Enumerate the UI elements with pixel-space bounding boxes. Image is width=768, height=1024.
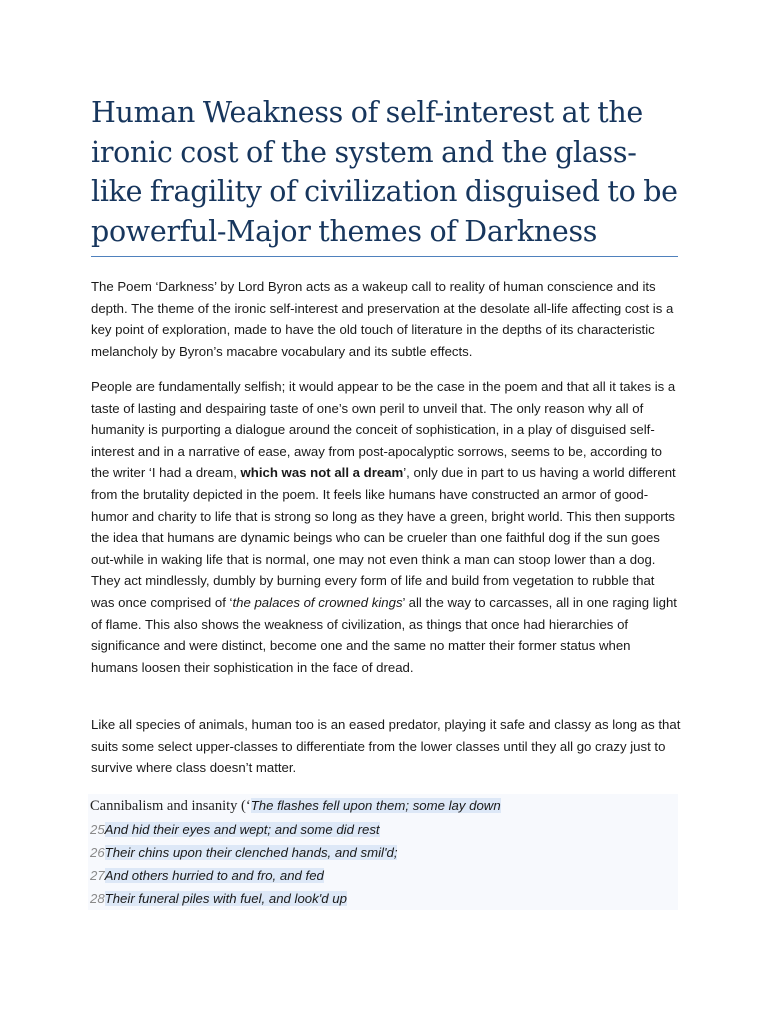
body-paragraph <box>91 376 681 678</box>
body-text: ’, only due in part to us having a world different from the brutality depicted in the poem. It feels like humans have constructed an armor of good-humor and charity to life that is strong so long as they have a green, bright world. This then supports the idea that humans are dynamic beings who can be crueler than one faithful dog if the sun goes out-while in waking life that is normal, one may not even think a man can stoop lower than a dog. They act mindlessly, dumbly by burning every form of life and build from vegetation to rubble that was once comprised of ‘ <box>91 465 676 610</box>
line-number: 27 <box>90 868 105 883</box>
closing-paragraph: Like all species of animals, human too is an eased predator, playing it safe and classy as long as that suits some select upper-classes to differentiate from the lower classes until they all go crazy just to survive where class doesn’t matter. <box>91 717 681 776</box>
poem-line-text: And hid their eyes and wept; and some did rest <box>104 822 380 837</box>
poem-line <box>90 889 347 909</box>
intro-paragraph: The Poem ‘Darkness’ by Lord Byron acts as a wakeup call to reality of human conscience and its depth. The theme of the ironic self-interest and preservation at the desolate all-life affecting cost is a key point of exploration, made to have the old touch of literature in the depths of its characteristic melancholy by Byron’s macabre vocabulary and its subtle effects. <box>91 279 674 359</box>
body-text: ’ all the way to carcasses, all in one raging light of flame. This also shows the weakness of civilization, as things that once had hierarchies of significance and were distinct, become one and the same no matter their former status when humans loosen their sophistication in the face of dread. <box>91 594 677 675</box>
poem-line-text: Their funeral piles with fuel, and look'd up <box>104 891 347 906</box>
line-number: 28 <box>90 891 105 906</box>
page-title: Human Weakness of self-interest at the ironic cost of the system and the glass-like fragility of civilization disguised to be powerful-Major themes of Darkness <box>91 96 678 248</box>
body-text: People are fundamentally selfish; it would appear to be the case in the poem and that all it takes is a taste of lasting and despairing taste of one’s own peril to unveil that. The only reason why all of humanity is purporting a dialogue around the conceit of sophistication, in a play of disguised self-interest and in a narrative of ease, away from post-apocalyptic sorrows, seems to be, according to the writer ‘I had a dream, <box>91 379 676 481</box>
line-number: 25 <box>90 822 105 837</box>
poem-line <box>90 820 380 840</box>
poem-line-text: Their chins upon their clenched hands, and smil'd; <box>104 845 398 860</box>
excerpt-lead: Cannibalism and insanity (‘ <box>90 798 251 814</box>
poem-line-text: The flashes fell upon them; some lay down <box>250 798 501 813</box>
poem-excerpt <box>88 794 678 910</box>
title-underline <box>91 256 678 257</box>
poem-line <box>90 866 324 886</box>
poem-line <box>90 843 397 863</box>
italic-quote: the palaces of crowned kings <box>232 594 403 610</box>
poem-line-text: And others hurried to and fro, and fed <box>104 868 324 883</box>
bold-quote: which was not all a dream <box>240 465 404 481</box>
poem-line <box>90 796 501 816</box>
line-number: 26 <box>90 845 105 860</box>
